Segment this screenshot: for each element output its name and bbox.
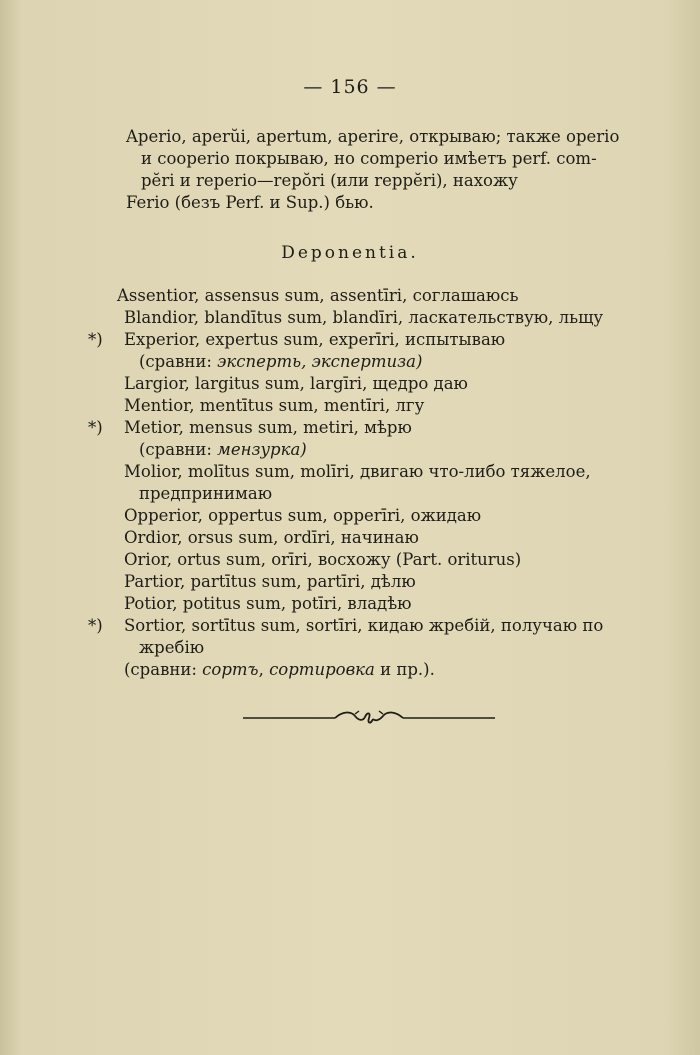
footnote-marker: *) bbox=[88, 418, 103, 437]
page-number: — 156 — bbox=[303, 76, 397, 98]
text-line: Potior, potitus sum, potīri, владѣю bbox=[124, 594, 412, 613]
text-line: Metior, mensus sum, metiri, мѣрю bbox=[124, 418, 412, 437]
footnote-marker: *) bbox=[88, 330, 103, 349]
text-line: Opperior, oppertus sum, opperīri, ожидаю bbox=[124, 506, 482, 525]
text-line: Blandior, blandītus sum, blandīri, ласкательствую, льщу bbox=[124, 308, 604, 327]
text-line: pĕri и reperio—repŏri (или reppĕri), нахожу bbox=[141, 171, 518, 190]
text-line: Mentior, mentītus sum, mentīri, лгу bbox=[124, 396, 425, 415]
text-line: Experior, expertus sum, experīri, испытываю bbox=[124, 330, 506, 349]
compare-label: (сравни: bbox=[124, 660, 203, 679]
text-line bbox=[139, 352, 422, 372]
text-line bbox=[139, 440, 307, 460]
text-line: Assentior, assensus sum, assentīri, соглашаюсь bbox=[117, 286, 519, 305]
italic-example: мензурка) bbox=[217, 440, 307, 459]
text-line: предпринимаю bbox=[139, 484, 273, 503]
text-line: жребію bbox=[139, 638, 205, 657]
text-line: (сравни: сортъ, сортировка и пр.). bbox=[124, 660, 435, 679]
text-line: Aperio, aperŭi, apertum, aperire, открываю; также operio bbox=[126, 127, 620, 146]
italic-example: сортъ bbox=[202, 660, 259, 679]
text-line: Ferio (безъ Perf. и Sup.) бью. bbox=[126, 193, 374, 212]
text-line: Ordior, orsus sum, ordīri, начинаю bbox=[124, 528, 419, 547]
text-line: Partior, partītus sum, partīri, дѣлю bbox=[124, 572, 416, 591]
text-line: Orior, ortus sum, orīri, восхожу (Part. oriturus) bbox=[124, 550, 522, 569]
italic-example: эксперть, экспертиза) bbox=[217, 352, 423, 371]
section-heading: Deponentia. bbox=[281, 243, 419, 263]
footnote-marker: *) bbox=[88, 616, 103, 635]
text-line: и cooperio покрываю, но comperio имѣетъ perf. com- bbox=[141, 149, 597, 168]
text-line: Sortior, sortītus sum, sortīri, кидаю жребій, получаю по bbox=[124, 616, 604, 635]
ornament-divider bbox=[243, 708, 495, 728]
compare-label: (сравни: bbox=[139, 352, 218, 371]
compare-label: (сравни: bbox=[139, 440, 218, 459]
italic-example: сортировка bbox=[269, 660, 375, 679]
text-line: Molior, molītus sum, molīri, двигаю что-либо тяжелое, bbox=[124, 462, 591, 481]
text-line: Largior, largitus sum, largīri, щедро даю bbox=[124, 374, 468, 393]
